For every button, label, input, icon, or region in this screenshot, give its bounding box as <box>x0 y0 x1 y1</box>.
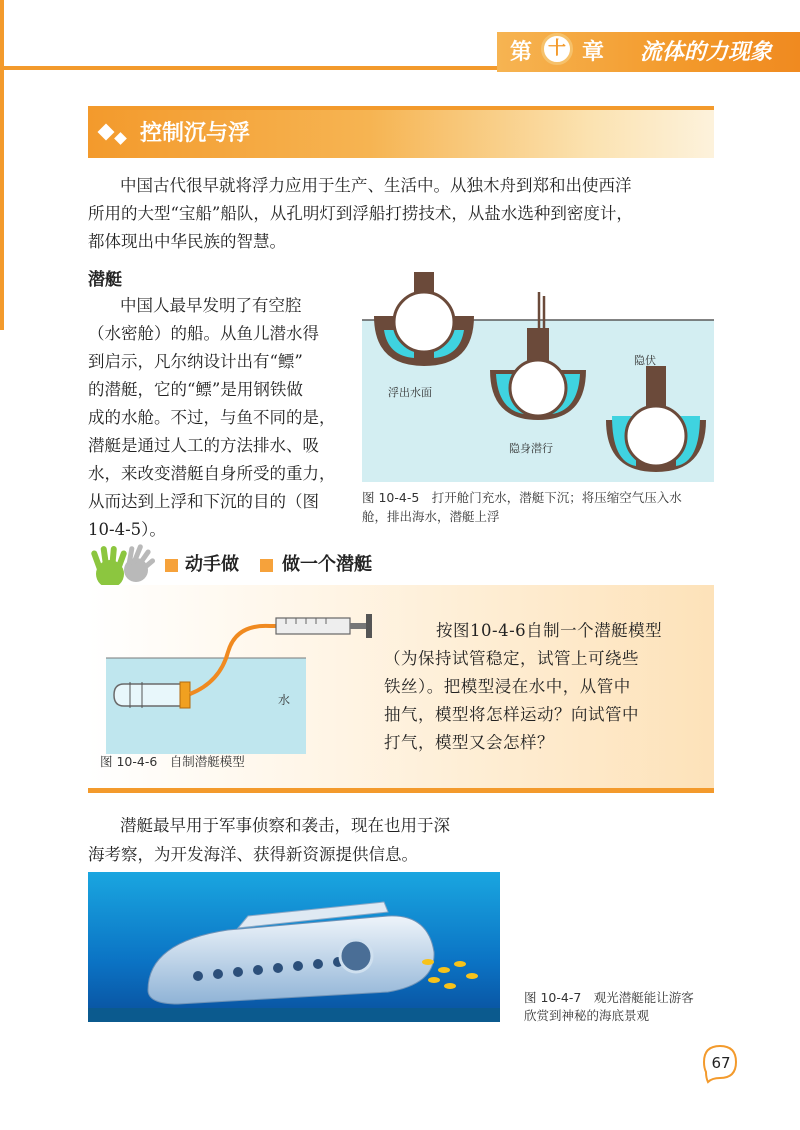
chapter-title: 流体的力现象 <box>640 39 773 65</box>
activity-line-2: （为保持试管稳定，试管上可绕些 <box>384 649 639 668</box>
activity-tag: 动手做 <box>185 554 239 575</box>
section-title: 控制沉与浮 <box>140 121 251 146</box>
intro-line-2: 所用的大型“宝船”船队，从孔明灯到浮船打捞技术，从盐水选种到密度计， <box>88 204 633 223</box>
label-surface: 浮出水面 <box>388 386 432 399</box>
activity-tag-square <box>165 559 178 572</box>
syringe <box>276 614 372 638</box>
body-line-5: 成的水舱。不过，与鱼不同的是， <box>88 408 336 427</box>
label-hidden: 隐伏 <box>634 354 656 367</box>
syringe-test-tube-diagram <box>100 612 380 764</box>
activity-line-4: 抽气，模型将怎样运动？向试管中 <box>384 705 639 724</box>
figure-10-4-6-caption: 图 10-4-6 自制潜艇模型 <box>100 754 245 769</box>
subsection-heading: 潜艇 <box>88 270 122 290</box>
test-tube <box>114 682 190 708</box>
activity-line-1: 按图10-4-6自制一个潜艇模型 <box>436 621 663 640</box>
activity-line-5: 打气，模型又会怎样？ <box>384 733 554 752</box>
page-number-badge <box>694 1040 740 1086</box>
chapter-number-badge: 十 <box>541 33 573 65</box>
submarine-ballast-diagram <box>362 270 714 482</box>
left-margin-rule <box>0 0 4 330</box>
activity-title-square <box>260 559 273 572</box>
label-stealth: 隐身潜行 <box>509 442 553 455</box>
body-line-7: 水，来改变潜艇自身所受的重力， <box>88 464 336 483</box>
body-line-6: 潜艇是通过人工的方法排水、吸 <box>88 436 319 455</box>
figure-10-4-7-caption-2: 欣赏到神秘的海底景观 <box>524 1008 650 1023</box>
figure-10-4-5-caption-1: 图 10-4-5 打开舱门充水，潜艇下沉；将压缩空气压入水 <box>362 490 682 505</box>
submarine-surfaced <box>374 272 474 366</box>
intro-line-3: 都体现出中华民族的智慧。 <box>88 232 286 251</box>
body-line-4: 的潜艇，它的“鳔”是用钢铁做 <box>88 380 303 399</box>
activity-line-3: 铁丝）。把模型浸在水中，从管中 <box>384 677 631 696</box>
activity-title: 做一个潜艇 <box>282 554 372 575</box>
activity-instructions <box>384 617 702 757</box>
body-line-3: 到启示，凡尔纳设计出有“鳔” <box>88 352 303 371</box>
chapter-prefix: 第 <box>510 39 533 65</box>
intro-line-1: 中国古代很早就将浮力应用于生产、生活中。从独木舟到郑和出使西洋 <box>120 176 632 195</box>
water-label: 水 <box>278 693 291 707</box>
body-line-1: 中国人最早发明了有空腔 <box>120 296 302 315</box>
figure-10-4-5-caption-2: 舱，排出海水，潜艇上浮 <box>362 509 500 524</box>
body-line-8: 从而达到上浮和下沉的目的（图 <box>88 492 319 511</box>
body-line-9: 10-4-5）。 <box>88 520 166 539</box>
figure-10-4-7-caption-1: 图 10-4-7 观光潜艇能让游客 <box>524 990 694 1005</box>
page-number: 67 <box>711 1054 731 1072</box>
body-line-2: （水密舱）的船。从鱼儿潜水得 <box>88 324 319 343</box>
closing-line-1: 潜艇最早用于军事侦察和袭击，现在也用于深 <box>120 816 450 835</box>
closing-line-2: 海考察，为开发海洋、获得新资源提供信息。 <box>88 845 418 864</box>
activity-bottom-rule <box>88 788 714 793</box>
chapter-suffix: 章 <box>582 39 605 65</box>
tourist-submarine-photo <box>88 872 500 1022</box>
